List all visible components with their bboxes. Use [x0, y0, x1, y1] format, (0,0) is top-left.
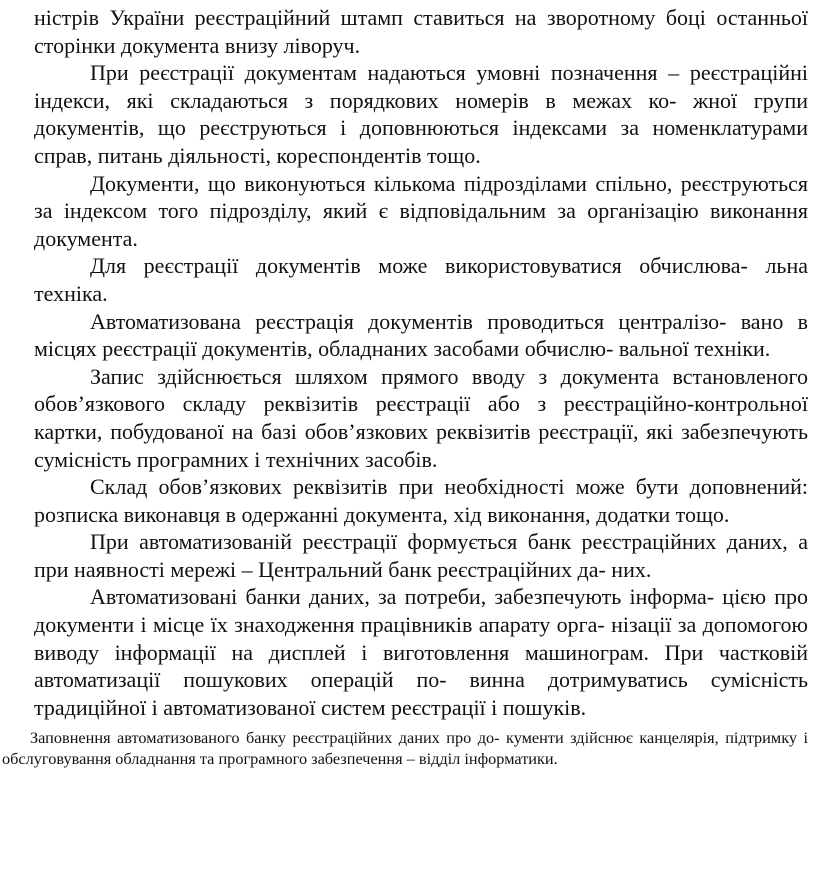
paragraph-3: Документи, що виконуються кількома підрозділами спільно, реєструються за індексом того підрозділу, який є відповідальним за організацію виконання документа.	[34, 170, 808, 251]
paragraph-8: При автоматизованій реєстрації формується банк реєстраційних даних, а при наявності мережі – Центральний банк реєстраційних да- них.	[34, 529, 808, 582]
paragraph-6: Запис здійснюється шляхом прямого вводу з документа встановленого обов’язкового складу реквізитів реєстрації або з реєстраційно-контрольної картки, побудованої на базі обов’язкових реквізитів реєстрації, які забезпечують сумісність програмних і технічних засобів.	[34, 363, 808, 472]
paragraph-2: При реєстрації документам надаються умовні позначення – реєстраційні індекси, які складаються з порядкових номерів в межах ко- жної групи документів, що реєструються і доповнюються індексами за номенклатурами справ, питань діяльності, кореспондентів тощо.	[34, 60, 808, 168]
paragraph-7: Склад обов’язкових реквізитів при необхідності може бути доповнений: розписка виконавця в одержанні документа, хід виконання, додатки тощо.	[34, 474, 808, 527]
paragraph-9: Автоматизовані банки даних, за потреби, забезпечують інформа- цією про документи і місце їх знаходження працівників апарату орга- нізації за допомогою виводу інформації на дисплей і виготовлення машинограм. При частковій автоматизації пошукових операцій по- винна дотримуватись сумісність традиційної і автоматизованої систем реєстрації і пошуків.	[34, 584, 808, 720]
paragraph-1: ністрів України реєстраційний штамп ставиться на зворотному боці останньої сторінки документа внизу ліворуч.	[34, 5, 808, 58]
paragraph-5: Автоматизована реєстрація документів проводиться централізо- вано в місцях реєстрації документів, обладнаних засобами обчислю- вальної техніки.	[34, 308, 808, 362]
footnote-paragraph: Заповнення автоматизованого банку реєстраційних даних про до- кументи здійснює канцелярія, підтримку і обслуговування обладнання та програмного забезпечення – відділ інформатики.	[2, 728, 808, 769]
paragraph-4: Для реєстрації документів може використовуватися обчислюва- льна техніка.	[34, 253, 808, 306]
